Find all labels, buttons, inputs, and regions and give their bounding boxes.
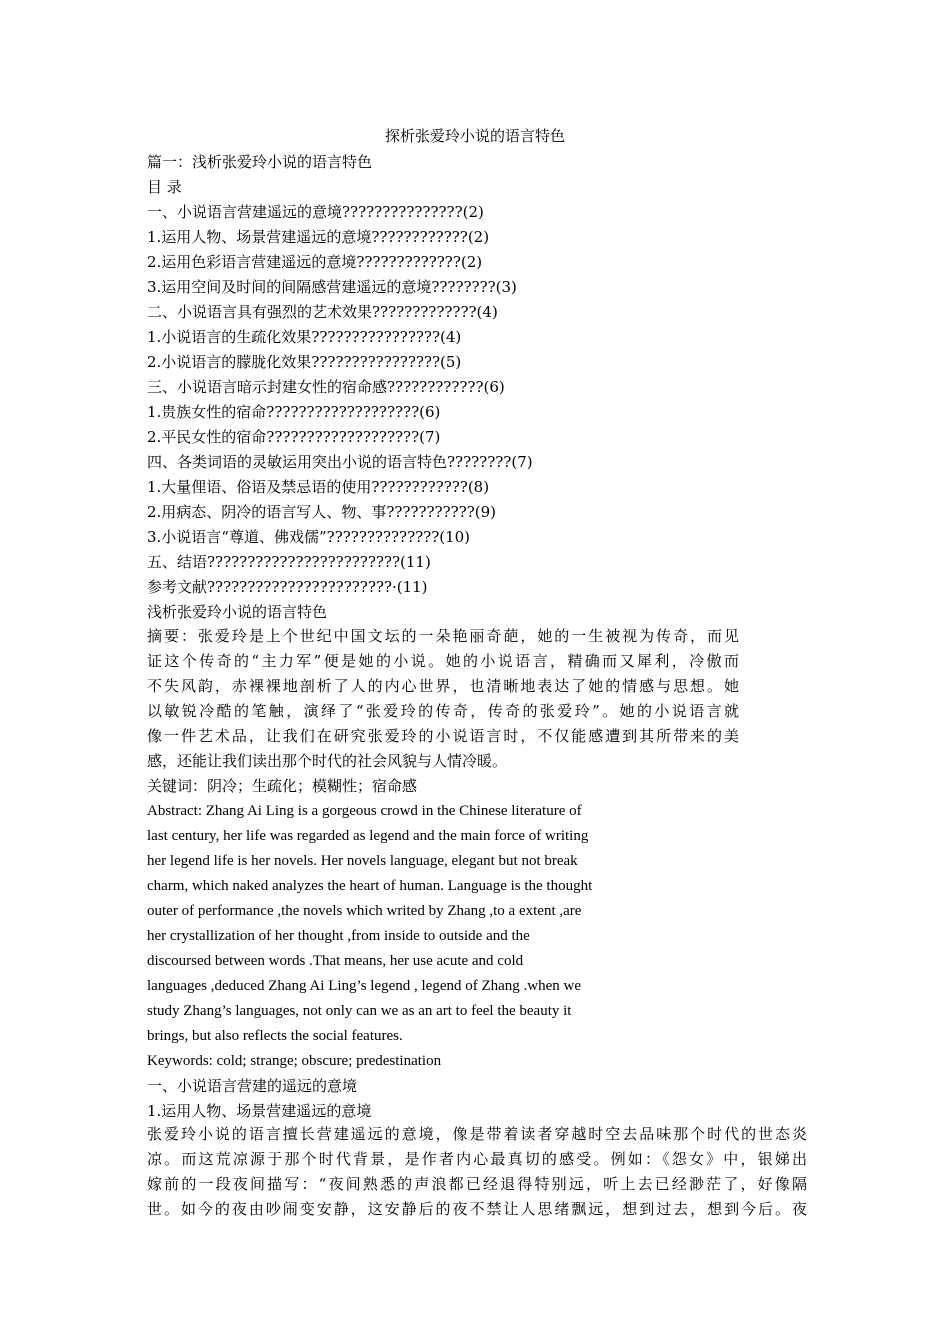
abstract-english-line: discoursed between words .That means, her use acute and cold	[147, 953, 524, 969]
toc-entry: 2.小说语言的朦胧化效果????????????????(5)	[147, 353, 462, 371]
abstract-line: 以敏锐冷酷的笔触，演绎了“张爱玲的传奇，传奇的张爱玲”。她的小说语言就	[147, 702, 739, 720]
toc-entry: 五、结语????????????????????????(11)	[147, 553, 431, 571]
abstract-line: 不失风韵，赤裸裸地剖析了人的内心世界，也清晰地表达了她的情感与思想。她	[147, 677, 739, 695]
keywords-chinese: 关键词：阴冷；生疏化；模糊性；宿命感	[147, 777, 418, 795]
abstract-line: 像一件艺术品，让我们在研究张爱玲的小说语言时，不仅能感遭到其所带来的美	[147, 727, 739, 745]
toc-entry: 1.运用人物、场景营建遥远的意境????????????(2)	[147, 228, 490, 246]
toc-entry: 1.贵族女性的宿命???????????????????(6)	[147, 403, 441, 421]
article-subtitle: 浅析张爱玲小说的语言特色	[147, 603, 328, 621]
abstract-english-line: her legend life is her novels. Her novels language, elegant but not break	[147, 853, 578, 869]
body-line: 张爱玲小说的语言擅长营建遥远的意境，像是带着读者穿越时空去品味那个时代的世态炎	[147, 1125, 807, 1143]
abstract-english-line: languages ,deduced Zhang Ai Ling’s legend , legend of Zhang .when we	[147, 978, 582, 994]
toc-entry: 2.用病态、阴冷的语言写人、物、事???????????(9)	[147, 503, 497, 521]
toc-entry: 3.运用空间及时间的间隔感营建遥远的意境????????(3)	[147, 278, 517, 296]
abstract-line: 摘要：张爱玲是上个世纪中国文坛的一朵艳丽奇葩，她的一生被视为传奇，而见	[147, 627, 739, 645]
abstract-english-line: Abstract: Zhang Ai Ling is a gorgeous crowd in the Chinese literature of	[147, 803, 582, 819]
toc-entry: 2.平民女性的宿命???????????????????(7)	[147, 428, 441, 446]
toc-entry: 1.小说语言的生疏化效果????????????????(4)	[147, 328, 462, 346]
toc-entry: 四、各类词语的灵敏运用突出小说的语言特色????????(7)	[147, 453, 533, 471]
subsection-heading: 1.运用人物、场景营建遥远的意境	[147, 1102, 372, 1120]
body-line: 世。如今的夜由吵闹变安静，这安静后的夜不禁让人思绪飘远，想到过去，想到今后。夜	[147, 1200, 807, 1218]
toc-entry: 三、小说语言暗示封建女性的宿命感????????????(6)	[147, 378, 505, 396]
abstract-english-line: last century, her life was regarded as legend and the main force of writing	[147, 828, 589, 844]
toc-heading: 目 录	[147, 178, 182, 196]
english-section	[147, 774, 807, 1124]
abstract-english-line: her crystallization of her thought ,from inside to outside and the	[147, 928, 530, 944]
toc-entry: 3.小说语言“尊道、佛戏儒”??????????????(10)	[147, 528, 471, 546]
toc-entry: 参考文献???????????????????????·(11)	[147, 578, 428, 596]
abstract-english-line: study Zhang’s languages, not only can we as an art to feel the beauty it	[147, 1003, 572, 1019]
body-paragraph	[147, 1122, 807, 1222]
toc-entry: 1.大量俚语、俗语及禁忌语的使用????????????(8)	[147, 478, 490, 496]
abstract-english-line: brings, but also reflects the social features.	[147, 1028, 403, 1044]
abstract-english-line: charm, which naked analyzes the heart of human. Language is the thought	[147, 878, 593, 894]
body-line: 嫁前的一段夜间描写：“夜间熟悉的声浪都已经退得特别远，听上去已经渺茫了，好像隔	[147, 1175, 807, 1193]
section-heading: 一、小说语言营建的遥远的意境	[147, 1077, 358, 1095]
document-text-column	[147, 150, 807, 625]
abstract-line: 证这个传奇的“主力军”便是她的小说。她的小说语言，精确而又犀利，冷傲而	[147, 652, 739, 670]
abstract-english-line: outer of performance ,the novels which writed by Zhang ,to a extent ,are	[147, 903, 582, 919]
body-line: 凉。而这荒凉源于那个时代背景，是作者内心最真切的感受。例如：《怨女》中，银娣出	[147, 1150, 807, 1168]
toc-entry: 二、小说语言具有强烈的艺术效果?????????????(4)	[147, 303, 498, 321]
abstract-chinese	[147, 624, 739, 774]
document-title: 探析张爱玲小说的语言特色	[384, 127, 565, 145]
keywords-english: Keywords: cold; strange; obscure; predestination	[147, 1053, 442, 1069]
abstract-line: 感，还能让我们读出那个时代的社会风貌与人情冷暖。	[147, 752, 508, 770]
toc-entry: 2.运用色彩语言营建遥远的意境?????????????(2)	[147, 253, 483, 271]
toc-entry: 一、小说语言营建遥远的意境???????????????(2)	[147, 203, 484, 221]
toc-article-heading: 篇一：浅析张爱玲小说的语言特色	[147, 153, 373, 171]
